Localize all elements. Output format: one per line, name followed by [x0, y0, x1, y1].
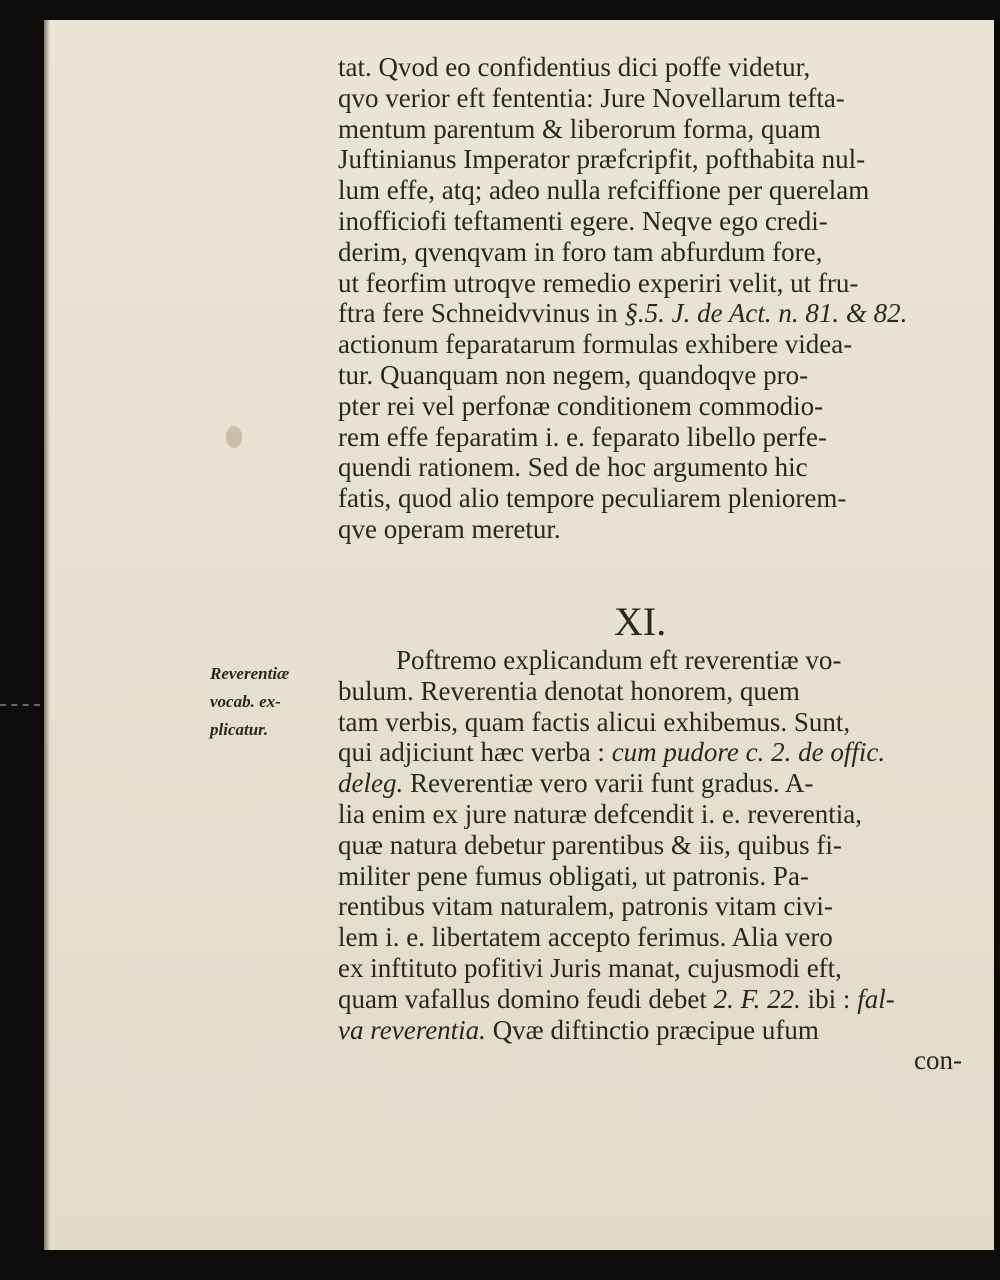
margin-note-line: plicatur. [210, 720, 269, 739]
text-line: rem effe feparatim i. e. feparato libello perfe- [338, 421, 827, 452]
citation: cum pudore c. 2. de offic. [611, 737, 886, 768]
text-line: tat. Qvod eo confidentius dici poffe videtur, [338, 52, 811, 82]
text-line: tam verbis, quam factis alicui exhibemus. Sunt, [338, 706, 851, 737]
citation: fal- [857, 983, 895, 1014]
text-line: Poftremo explicandum eft reverentiæ vo- [396, 645, 842, 675]
text-line: fatis, quod alio tempore peculiarem pleniorem- [338, 483, 847, 514]
text-segment: qui adjiciunt hæc verba : [338, 737, 612, 768]
text-segment: Reverentiæ vero varii funt gradus. A- [403, 768, 814, 799]
text-line: inofficiofi teftamenti egere. Neqve ego credi- [338, 205, 828, 236]
text-line [338, 1015, 962, 1046]
citation: va reverentia. [338, 1014, 486, 1045]
paper-stain [226, 426, 242, 448]
citation: 2. F. 22. [713, 983, 801, 1014]
text-line [338, 737, 962, 768]
text-segment: ftra fere Schneidvvinus in [338, 298, 625, 329]
text-line: ut feorfim utroqve remedio experiri velit, ut fru- [338, 267, 859, 298]
paragraph-2 [338, 645, 962, 1076]
citation: deleg. [338, 768, 404, 799]
text-line: actionum feparatarum formulas exhibere videa- [338, 329, 853, 360]
text-line: Juftinianus Imperator præfcripfit, pofthabita nul- [338, 144, 866, 175]
section-heading: XI. [614, 599, 667, 644]
text-line: lum effe, atq; adeo nulla refciffione per querelam [338, 175, 870, 206]
text-line: lem i. e. libertatem accepto ferimus. Alia vero [338, 922, 833, 953]
text-line: militer pene fumus obligati, ut patronis. Pa- [338, 860, 809, 891]
page-shadow-edge [44, 20, 50, 1250]
margin-note [210, 660, 330, 744]
text-line: quæ natura debetur parentibus & iis, quibus fi- [338, 829, 842, 860]
text-line: rentibus vitam naturalem, patronis vitam civi- [338, 891, 833, 922]
text-line: quendi rationem. Sed de hoc argumento hic [338, 452, 808, 483]
text-line: bulum. Reverentia denotat honorem, quem [338, 675, 800, 706]
text-line [338, 984, 962, 1015]
text-line: derim, qvenqvam in foro tam abfurdum fore, [338, 236, 823, 267]
text-line: qve operam meretur. [338, 513, 561, 544]
margin-dashes [0, 704, 40, 706]
paragraph-1 [338, 52, 962, 545]
text-line: pter rei vel perfonæ conditionem commodio- [338, 390, 824, 421]
text-line [338, 768, 962, 799]
text-segment: Qvæ diftinctio præcipue ufum [485, 1014, 819, 1045]
margin-note-line: Reverentiæ [210, 664, 290, 683]
text-line: lia enim ex jure naturæ defcendit i. e. reverentia, [338, 798, 863, 829]
margin-note-line: vocab. ex- [210, 692, 281, 711]
catchword: con- [914, 1045, 962, 1076]
citation: §.5. J. de Act. n. 81. & 82. [624, 298, 908, 329]
text-segment: ibi : [800, 983, 858, 1014]
text-line: ex inftituto pofitivi Juris manat, cujusmodi eft, [338, 952, 842, 983]
text-segment: quam vafallus domino feudi debet [338, 983, 714, 1014]
text-line: mentum parentum & liberorum forma, quam [338, 113, 821, 144]
text-line: qvo verior eft fententia: Jure Novellarum tefta- [338, 82, 845, 113]
text-line [338, 298, 962, 329]
text-line: tur. Quanquam non negem, quandoqve pro- [338, 359, 809, 390]
